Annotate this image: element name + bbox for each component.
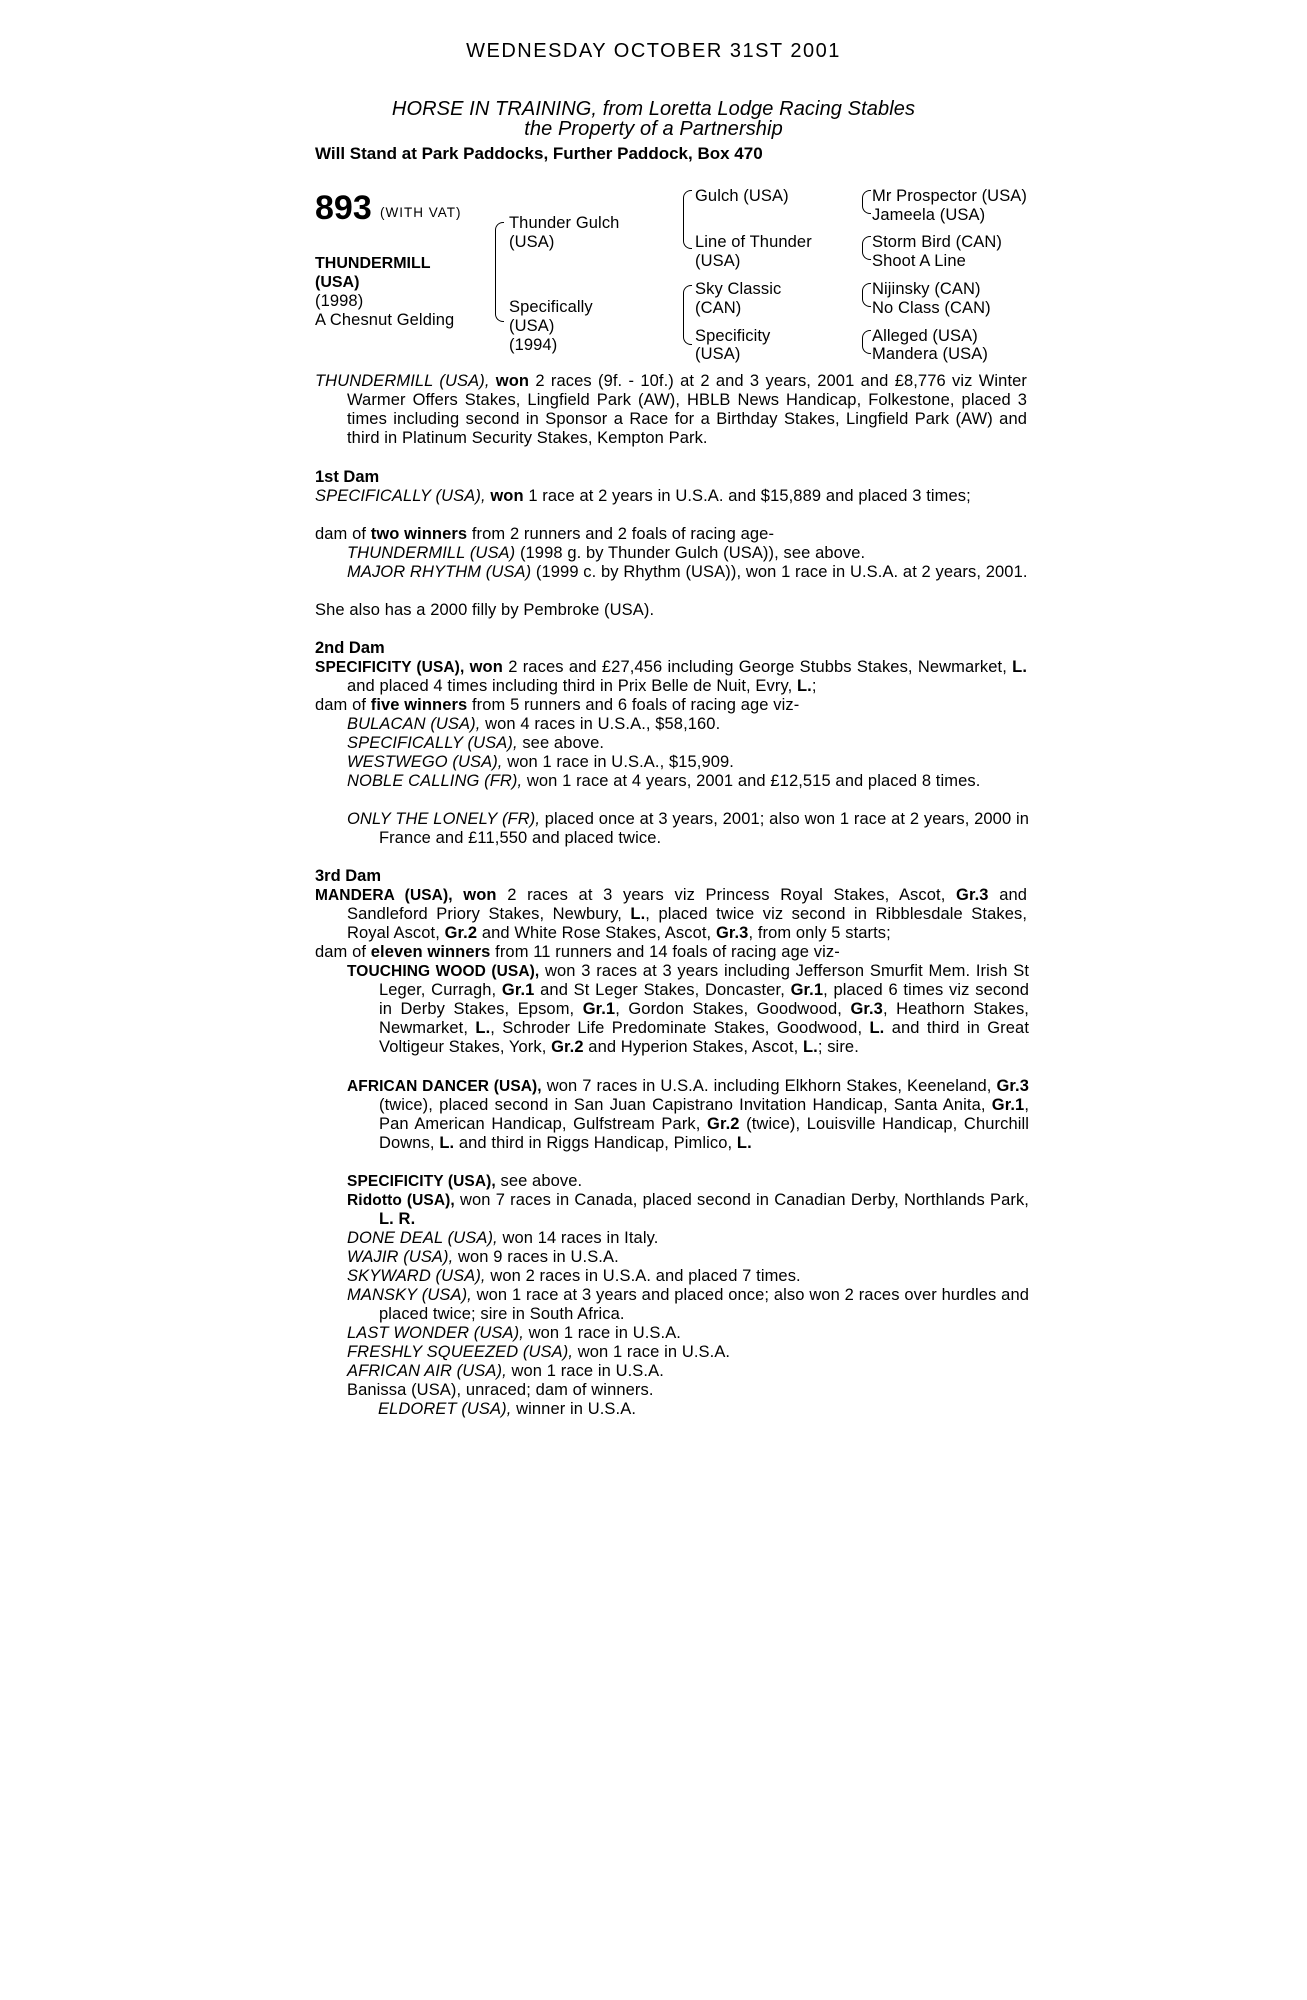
produce-item [347,810,1029,848]
record-text: , placed twice viz second in Ribblesdale Stakes, Royal Ascot, [347,905,1028,942]
dam-of-label: dam of [315,696,367,714]
record-text: and White Rose Stakes, Ascot, [481,924,712,942]
race-summary [315,372,1027,448]
pedigree-brace-4 [862,190,871,214]
produce-name: NOBLE CALLING (FR), [347,772,523,790]
produce-item [347,1362,664,1381]
produce-text: ; sire. [817,1038,859,1056]
punctuation: ; [811,677,817,695]
summary-horse-name: THUNDERMILL (USA), [315,372,490,390]
grade-listed: L. [796,677,812,695]
produce-item [347,715,720,734]
produce-text: (twice), Louisville Handicap, Churchill Downs, [379,1115,1030,1152]
stand-location: Will Stand at Park Paddocks, Further Paddock, Box 470 [315,144,763,163]
produce-text: won 4 races in U.S.A., $58,160. [485,715,721,733]
produce-name: MAJOR RHYTHM (USA) [347,563,532,581]
produce-text: won 1 race in U.S.A. [577,1343,731,1361]
grade-badge: Gr.2 [707,1115,740,1133]
third-dam-heading: 3rd Dam [315,867,382,885]
dam-dam-origin: (USA) [695,345,741,363]
grade-badge: Gr.2 [551,1038,584,1056]
dam-name: Specifically [509,298,593,316]
second-dam-text: 2 races and £27,456 including George Stubbs Stakes, Newmarket, [508,658,1007,676]
grandsire-4: Alleged (USA) [872,327,978,345]
produce-item-touching-wood [347,962,1029,1057]
produce-text: winner in U.S.A. [516,1400,637,1418]
produce-text: (twice), placed second in San Juan Capistrano Invitation Handicap, Santa Anita, [379,1096,986,1114]
dam-of-text: from 2 runners and 2 foals of racing age- [471,525,775,543]
pedigree-brace-1 [495,222,504,322]
granddam-2: Shoot A Line [872,252,966,270]
second-dam-text: and placed 4 times including third in Prix Belle de Nuit, Evry, [347,677,793,695]
third-dam-won: won [463,886,497,904]
second-dam-won: won [469,658,503,676]
produce-item [347,563,1029,582]
produce-name: ONLY THE LONELY (FR), [347,810,541,828]
produce-name: BULACAN (USA), [347,715,481,733]
grade-badge: Gr.1 [991,1096,1025,1114]
produce-name: THUNDERMILL (USA) [347,544,516,562]
sire-name: Thunder Gulch [509,214,620,232]
produce-text: and Hyperion Stakes, Ascot, [588,1038,799,1056]
lot-vat-note: (WITH VAT) [380,205,462,220]
produce-text: and third in Great Voltigeur Stakes, York, [379,1019,1030,1056]
produce-name: DONE DEAL (USA), [347,1229,498,1247]
pedigree-brace-5 [862,236,871,260]
produce-text: won 14 races in Italy. [502,1229,659,1247]
produce-item [347,1324,681,1343]
page-date: WEDNESDAY OCTOBER 31ST 2001 [466,40,841,62]
granddam-1: Jameela (USA) [872,206,986,224]
catalogue-title: HORSE IN TRAINING, from Loretta Lodge Racing Stables [391,98,916,120]
produce-text: , Heathorn Stakes, Newmarket, [379,1000,1029,1037]
produce-text: won 9 races in U.S.A. [458,1248,619,1266]
grandsire-1: Mr Prospector (USA) [872,187,1028,205]
produce-item [347,734,604,753]
produce-text: placed once at 3 years, 2001; also won 1 race at 2 years, 2000 in France and £11,550 and placed twice. [379,810,1030,847]
second-dam-name: SPECIFICITY (USA), [315,659,465,676]
produce-item [347,1267,801,1286]
first-dam-record [315,487,1027,506]
produce-name: AFRICAN DANCER (USA), [347,1078,542,1095]
summary-text: 2 races (9f. - 10f.) at 2 and 3 years, 2001 and £8,776 viz Winter Warmer Offers Stakes, Lingfield Park (AW), HBLB News Handicap, Folkestone, placed 3 times including second in Sponsor a Race for a Birthday Stakes, Lingfield Park (AW) and third in Platinum Security Stakes, Kempton Park. [347,372,1028,447]
horse-description: A Chesnut Gelding [315,311,455,329]
produce-name: SPECIFICITY (USA), [347,1173,496,1190]
grade-badge: Gr.1 [501,981,535,999]
granddam-3: No Class (CAN) [872,299,991,317]
first-dam-name: SPECIFICALLY (USA), [315,487,486,505]
grade-badge: Gr.3 [850,1000,883,1018]
produce-text: won 1 race at 3 years and placed once; also won 2 races over hurdles and placed twice; sire in South Africa. [379,1286,1029,1323]
first-dam-text: 1 race at 2 years in U.S.A. and $15,889 and placed 3 times; [528,487,971,505]
third-dam-produce-summary [315,943,840,962]
grade-badge: Gr.2 [444,924,478,942]
granddam-4: Mandera (USA) [872,345,988,363]
produce-text: won 1 race at 4 years, 2001 and £12,515 and placed 8 times. [526,772,981,790]
produce-name: SPECIFICALLY (USA), [347,734,518,752]
grade-badge: Gr.3 [715,924,749,942]
produce-text: won 7 races in U.S.A. including Elkhorn Stakes, Keeneland, [546,1077,992,1095]
pedigree-brace-6 [862,283,871,307]
dam-of-text: from 5 runners and 6 foals of racing age viz- [472,696,800,714]
produce-text: won 1 race in U.S.A. [511,1362,664,1380]
produce-name: LAST WONDER (USA), [347,1324,524,1342]
pedigree-brace-3 [683,285,692,345]
first-dam-heading: 1st Dam [315,468,380,486]
dam-of-label: dam of [315,943,367,961]
winners-count: two winners [370,525,468,543]
produce-text: won 1 race in U.S.A. [528,1324,681,1342]
third-dam-name: MANDERA (USA), [315,887,453,904]
produce-item [347,753,734,772]
grade-badge: L. [630,905,646,923]
produce-text: (1998 g. by Thunder Gulch (USA)), see above. [519,544,866,562]
produce-item-ridotto [347,1191,1029,1229]
produce-name: TOUCHING WOOD (USA), [347,963,540,980]
sire-dam-origin: (USA) [695,252,741,270]
sire-origin: (USA) [509,233,555,251]
grade-listed: L. [1012,658,1028,676]
first-dam-won: won [490,487,524,505]
first-dam-produce-summary [315,525,774,544]
produce-text: won 7 races in Canada, placed second in Canadian Derby, Northlands Park, [459,1191,1029,1209]
first-dam-also: She also has a 2000 filly by Pembroke (USA). [315,601,655,619]
second-dam-heading: 2nd Dam [315,639,385,657]
pedigree-brace-2 [683,190,692,249]
grade-badge: Gr.3 [996,1077,1029,1095]
grade-badge: L. [475,1019,491,1037]
dam-sire-origin: (CAN) [695,299,742,317]
produce-text: see above. [522,734,605,752]
produce-name: MANSKY (USA), [347,1286,472,1304]
dam-of-text: from 11 runners and 14 foals of racing age viz- [495,943,840,961]
grade-badge: Gr.1 [790,981,824,999]
dam-year: (1994) [509,336,558,354]
grade-badge: Gr.1 [582,1000,616,1018]
grandsire-3: Nijinsky (CAN) [872,280,981,298]
sire-sire: Gulch (USA) [695,187,789,205]
grade-badge: Gr.3 [956,886,989,904]
dam-of-label: dam of [315,525,367,543]
produce-item [347,544,865,563]
produce-item [347,1229,658,1248]
grade-badge: L. [869,1019,885,1037]
produce-item-african-dancer [347,1077,1029,1153]
third-dam-record [315,886,1027,943]
grade-badge: L. [736,1134,752,1152]
record-text: , from only 5 starts; [748,924,891,942]
produce-text: won 3 races at 3 years including Jefferson Smurfit Mem. Irish St Leger, Curragh, [379,962,1029,999]
produce-name: SKYWARD (USA), [347,1267,486,1285]
grandsire-2: Storm Bird (CAN) [872,233,1002,251]
produce-text: won 1 race in U.S.A., $15,909. [507,753,734,771]
produce-text: and third in Riggs Handicap, Pimlico, [458,1134,733,1152]
produce-item [347,1248,619,1267]
horse-year: (1998) [315,292,364,310]
pedigree-brace-7 [862,330,871,354]
produce-text: won 2 races in U.S.A. and placed 7 times. [490,1267,801,1285]
horse-origin: (USA) [315,274,360,291]
produce-name: WAJIR (USA), [347,1248,454,1266]
produce-item [347,772,1029,791]
grade-badge: L. R. [379,1210,416,1228]
produce-item [347,1343,730,1362]
produce-name: Ridotto (USA), [347,1192,455,1209]
grade-badge: L. [439,1134,455,1152]
summary-won: won [495,372,530,390]
lot-number: 893 [315,189,372,227]
produce-item-eldoret [378,1400,636,1419]
produce-text: (1999 c. by Rhythm (USA)), won 1 race in U.S.A. at 2 years, 2001. [535,563,1028,581]
second-dam-record [315,658,1027,696]
dam-sire: Sky Classic [695,280,782,298]
catalogue-subtitle: the Property of a Partnership [524,118,783,140]
winners-count: eleven winners [370,943,491,961]
produce-text: see above. [500,1172,583,1190]
produce-name: WESTWEGO (USA), [347,753,503,771]
produce-name: FRESHLY SQUEEZED (USA), [347,1343,574,1361]
record-text: and Sandleford Priory Stakes, Newbury, [347,886,1028,923]
produce-item [347,1286,1029,1324]
produce-text: , Gordon Stakes, Goodwood, [615,1000,842,1018]
produce-text: , Pan American Handicap, Gulfstream Park, [379,1096,1029,1133]
second-dam-produce-summary [315,696,799,715]
winners-count: five winners [370,696,468,714]
produce-item-specificity [347,1172,582,1191]
produce-item-banissa: Banissa (USA), unraced; dam of winners. [347,1381,654,1399]
grade-badge: L. [802,1038,818,1056]
sire-dam: Line of Thunder [695,233,812,251]
dam-dam: Specificity [695,327,771,345]
record-text: 2 races at 3 years viz Princess Royal Stakes, Ascot, [507,886,946,904]
horse-name: THUNDERMILL [315,255,431,272]
produce-name: ELDORET (USA), [378,1400,512,1418]
produce-name: AFRICAN AIR (USA), [347,1362,507,1380]
produce-text: , Schroder Life Predominate Stakes, Goodwood, [490,1019,863,1037]
dam-origin: (USA) [509,317,555,335]
produce-text: , placed 6 times viz second in Derby Stakes, Epsom, [379,981,1030,1018]
produce-text: and St Leger Stakes, Doncaster, [540,981,785,999]
